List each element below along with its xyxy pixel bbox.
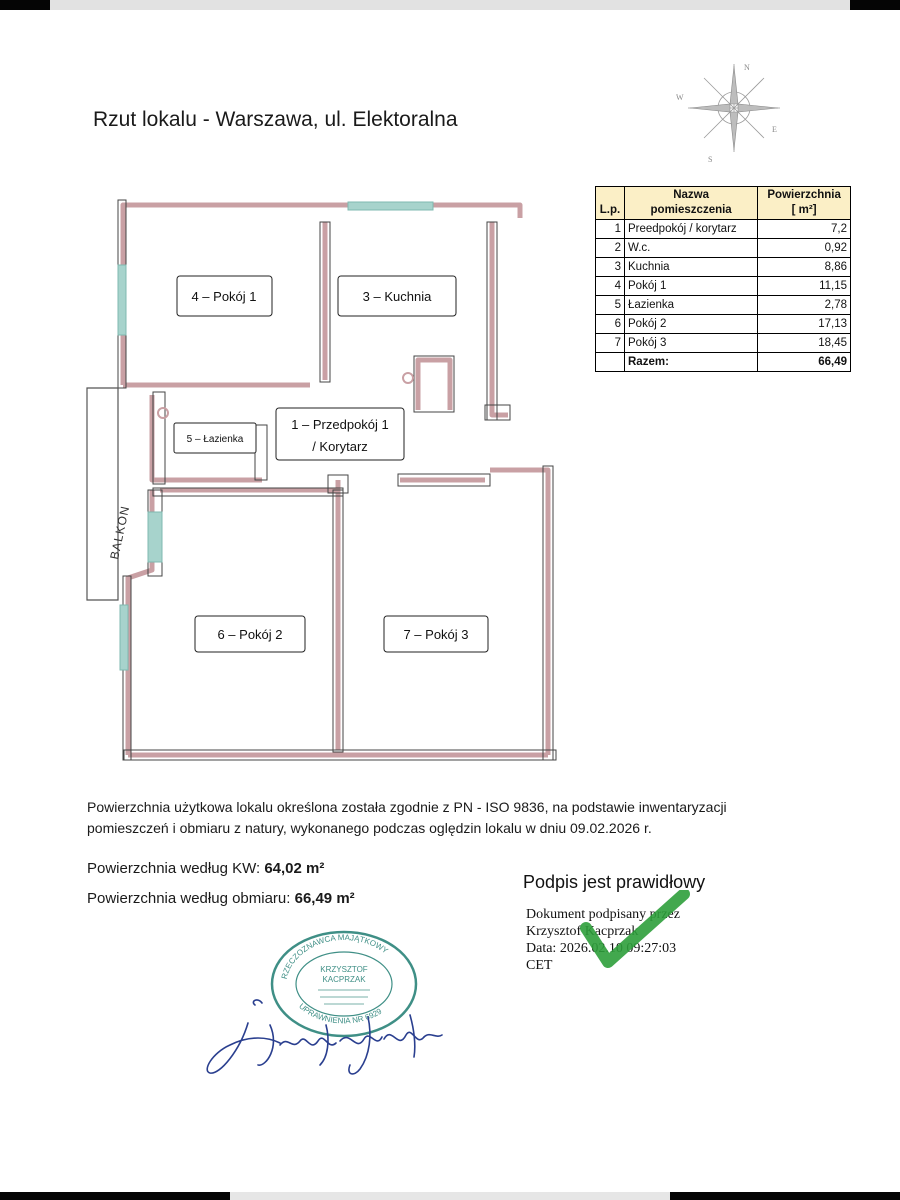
- area-kw-line: Powierzchnia według KW: 64,02 m²: [87, 860, 325, 877]
- table-row: 3 Kuchnia 8,86: [596, 258, 851, 277]
- compass-letter-w: W: [676, 93, 684, 102]
- table-row: 6 Pokój 2 17,13: [596, 315, 851, 334]
- area-measured-line: Powierzchnia według obmiaru: 66,49 m²: [87, 890, 355, 907]
- table-row: 7 Pokój 3 18,45: [596, 334, 851, 353]
- room-label-przedpokoj: 1 – Przedpokój 1: [291, 417, 389, 432]
- balcony-outline: [87, 388, 118, 600]
- table-row: 2 W.c. 0,92: [596, 239, 851, 258]
- area-measured-value: 66,49 m²: [294, 890, 355, 907]
- room-label-pokoj-1: 4 – Pokój 1: [191, 289, 257, 304]
- svg-text:RZECZOZNAWCA MAJĄTKOWY: RZECZOZNAWCA MAJĄTKOWY: [279, 932, 390, 980]
- table-row: 4 Pokój 1 11,15: [596, 277, 851, 296]
- header-name: Nazwa pomieszczenia: [625, 187, 758, 220]
- svg-text:KACPRZAK: KACPRZAK: [322, 975, 366, 984]
- area-kw-value: 64,02 m²: [264, 860, 325, 877]
- compass-letter-s: S: [708, 155, 713, 164]
- table-row: 5 Łazienka 2,78: [596, 296, 851, 315]
- measurement-statement: Powierzchnia użytkowa lokalu określona została zgodnie z PN - ISO 9836, na podstawie inwentaryzacji pomieszczeń i obmiaru z natury, wykonanego podczas oględzin lokalu w dniu 09.02.2026 r.: [87, 799, 727, 836]
- compass-letter-n: N: [744, 63, 750, 72]
- outer-wall-top: [123, 205, 520, 218]
- handwritten-signature: [200, 995, 450, 1090]
- room-label-lazienka: 5 – Łazienka: [186, 434, 244, 445]
- signature-valid-check-icon: [580, 890, 690, 970]
- compass-letter-e: E: [772, 125, 777, 134]
- table-row: 1 Preedpokój / korytarz 7,2: [596, 220, 851, 239]
- svg-text:KRZYSZTOF: KRZYSZTOF: [320, 965, 368, 974]
- header-lp: L.p.: [596, 187, 625, 220]
- room-label-korytarz: / Korytarz: [312, 439, 368, 454]
- room-label-kuchnia: 3 – Kuchnia: [362, 289, 432, 304]
- signature-details: Dokument podpisany przez Krzysztof Kacprzak Data: 2026.02.10 09:27:03 CET: [526, 907, 680, 973]
- room-area-table: [595, 186, 851, 372]
- room-label-pokoj-3: 7 – Pokój 3: [403, 627, 469, 642]
- document-title: Rzut lokalu - Warszawa, ul. Elektoralna: [93, 108, 458, 131]
- balcony-label: BALKON: [107, 504, 133, 561]
- bottom-edge: [230, 1192, 670, 1200]
- svg-text:UPRAWNIENIA NR 6929: UPRAWNIENIA NR 6929: [297, 1001, 384, 1026]
- room-label-pokoj-2: 6 – Pokój 2: [217, 627, 283, 642]
- header-area: Powierzchnia [ m²]: [758, 187, 851, 220]
- table-header-row: [596, 187, 851, 220]
- table-total-row: Razem: 66,49: [596, 353, 851, 372]
- signature-status: Podpis jest prawidłowy: [523, 872, 706, 892]
